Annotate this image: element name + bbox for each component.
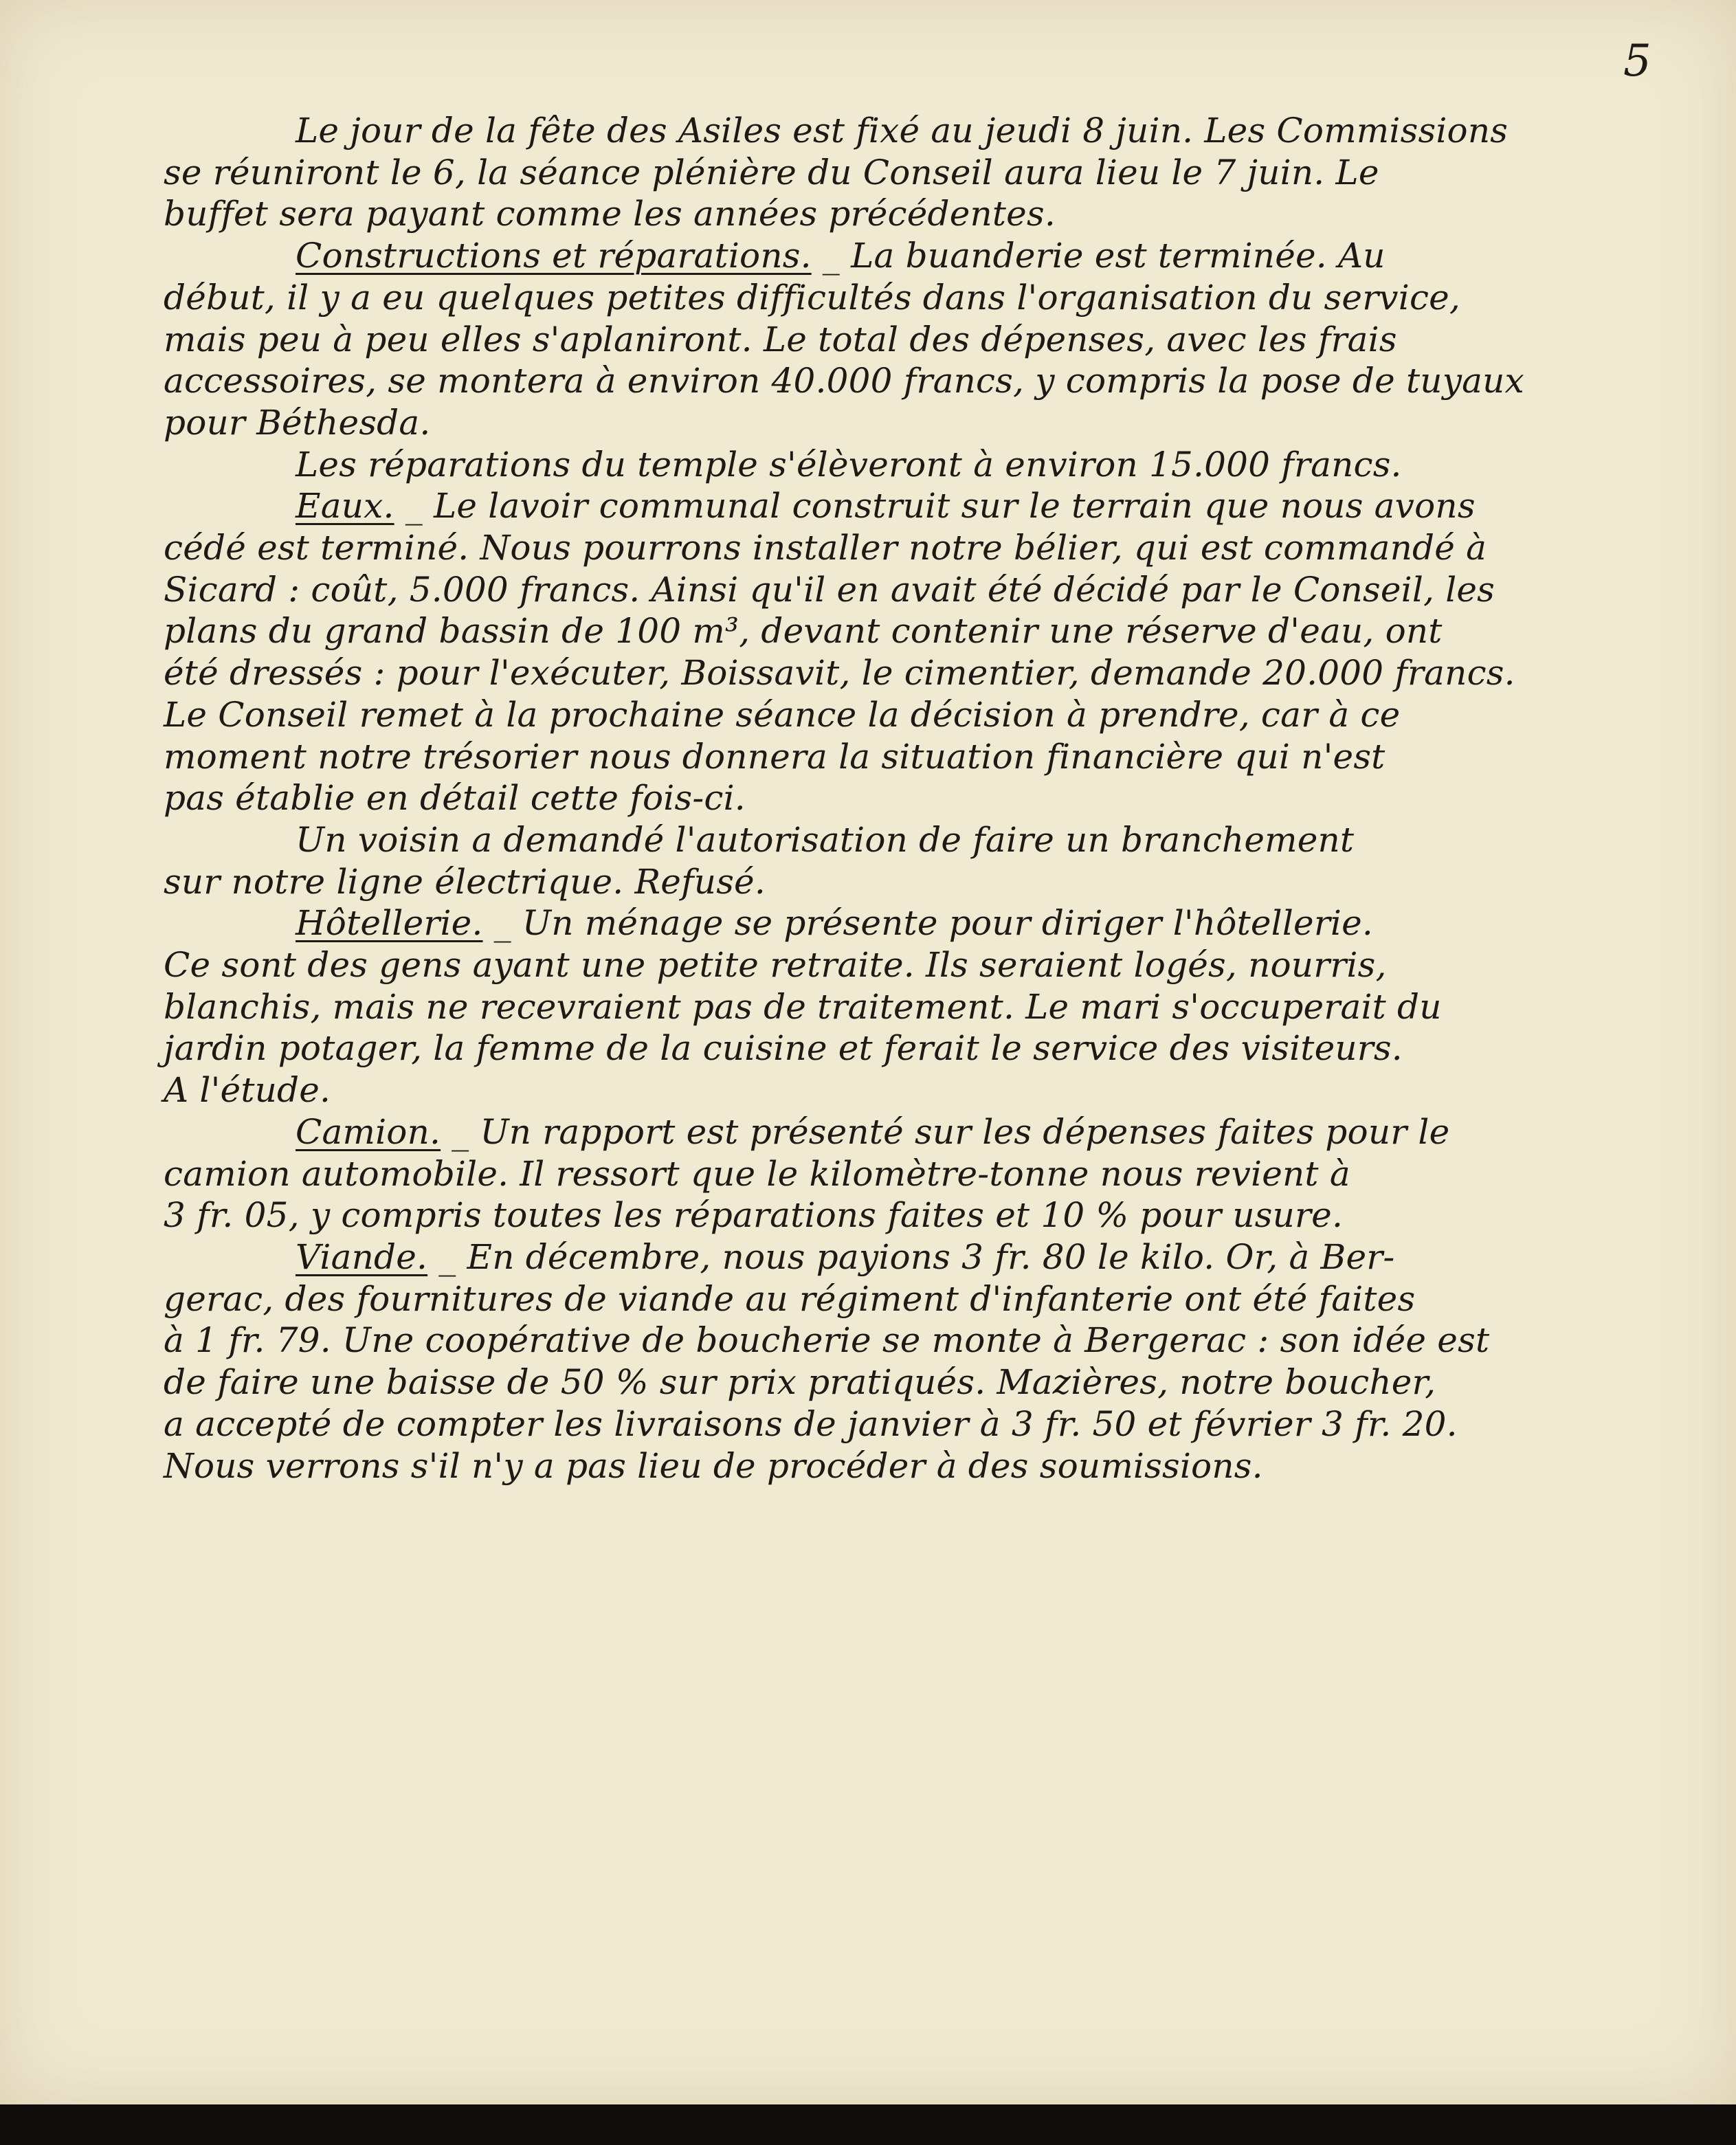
line-text: Ce sont des gens ayant une petite retraite. Ils seraient logés, nourris, xyxy=(164,945,1387,986)
scan-bottom-edge xyxy=(0,2104,1736,2145)
text-line xyxy=(164,444,1698,486)
text-line xyxy=(164,360,1698,402)
line-text: se réuniront le 6, la séance plénière du Conseil aura lieu le 7 juin. Le xyxy=(164,152,1379,192)
line-text: début, il y a eu quelques petites difficultés dans l'organisation du service, xyxy=(164,277,1461,318)
line-text: moment notre trésorier nous donnera la situation financière qui n'est xyxy=(164,736,1386,777)
text-line xyxy=(164,1069,1698,1111)
text-line xyxy=(164,1027,1698,1069)
line-text: à 1 fr. 79. Une coopérative de boucherie se monte à Bergerac : son idée est xyxy=(164,1320,1490,1361)
line-text: A l'étude. xyxy=(164,1070,331,1111)
section-heading: Eaux. xyxy=(296,486,394,526)
line-text: blanchis, mais ne recevraient pas de traitement. Le mari s'occuperait du xyxy=(164,986,1442,1027)
line-text: a accepté de compter les livraisons de janvier à 3 fr. 50 et février 3 fr. 20. xyxy=(164,1403,1458,1444)
text-line xyxy=(164,652,1698,694)
line-text: _ Un rapport est présenté sur les dépenses faites pour le xyxy=(441,1111,1450,1152)
text-line xyxy=(164,944,1698,986)
line-text: cédé est terminé. Nous pourrons installer notre bélier, qui est commandé à xyxy=(164,528,1487,568)
section-heading: Camion. xyxy=(296,1111,441,1152)
text-line xyxy=(164,152,1698,194)
section-heading: Constructions et réparations. xyxy=(296,236,812,276)
section-heading: Viande. xyxy=(296,1236,428,1277)
line-text: gerac, des fournitures de viande au régiment d'infanterie ont été faites xyxy=(164,1278,1416,1319)
text-line xyxy=(164,986,1698,1028)
line-text: 3 fr. 05, y compris toutes les réparations faites et 10 % pour usure. xyxy=(164,1195,1344,1236)
text-line xyxy=(164,1320,1698,1362)
line-text: Nous verrons s'il n'y a pas lieu de procéder à des soumissions. xyxy=(164,1445,1263,1486)
text-line xyxy=(164,402,1698,444)
line-text: _ En décembre, nous payions 3 fr. 80 le kilo. Or, à Ber- xyxy=(427,1236,1395,1277)
line-text: jardin potager, la femme de la cuisine et ferait le service des visiteurs. xyxy=(164,1028,1403,1069)
text-line xyxy=(164,610,1698,652)
text-line xyxy=(164,485,1698,527)
line-text: mais peu à peu elles s'aplaniront. Le total des dépenses, avec les frais xyxy=(164,319,1397,359)
line-text: de faire une baisse de 50 % sur prix pratiqués. Mazières, notre boucher, xyxy=(164,1362,1436,1403)
text-line xyxy=(164,1194,1698,1236)
line-text: pas établie en détail cette fois-ci. xyxy=(164,778,746,819)
line-text: _ Un ménage se présente pour diriger l'hôtellerie. xyxy=(482,903,1374,944)
text-line xyxy=(164,277,1698,319)
line-text: pour Béthesda. xyxy=(164,402,431,443)
text-line xyxy=(164,902,1698,944)
text-line xyxy=(164,819,1698,861)
line-text: sur notre ligne électrique. Refusé. xyxy=(164,861,766,902)
text-line xyxy=(164,319,1698,361)
line-text: plans du grand bassin de 100 m³, devant contenir une réserve d'eau, ont xyxy=(164,611,1443,652)
text-line xyxy=(164,1362,1698,1403)
text-line xyxy=(164,1153,1698,1195)
text-line xyxy=(164,1278,1698,1320)
line-text: buffet sera payant comme les années précédentes. xyxy=(164,194,1056,234)
text-line xyxy=(164,1111,1698,1153)
line-text: accessoires, se montera à environ 40.000 francs, y compris la pose de tuyaux xyxy=(164,361,1524,401)
text-line xyxy=(164,777,1698,819)
line-text: camion automobile. Il ressort que le kilomètre-tonne nous revient à xyxy=(164,1153,1350,1194)
text-line xyxy=(164,694,1698,736)
line-text: Sicard : coût, 5.000 francs. Ainsi qu'il en avait été décidé par le Conseil, les xyxy=(164,569,1495,610)
line-text: Les réparations du temple s'élèveront à environ 15.000 francs. xyxy=(296,444,1402,485)
section-heading: Hôtellerie. xyxy=(296,903,483,944)
text-line xyxy=(164,235,1698,277)
line-text: Le Conseil remet à la prochaine séance la décision à prendre, car à ce xyxy=(164,694,1401,735)
line-text: _ La buanderie est terminée. Au xyxy=(811,236,1386,276)
text-line xyxy=(164,1445,1698,1487)
text-line xyxy=(164,861,1698,903)
text-line xyxy=(164,193,1698,235)
handwritten-body xyxy=(164,110,1698,1487)
text-line xyxy=(164,1236,1698,1278)
text-line xyxy=(164,736,1698,778)
text-line xyxy=(164,569,1698,611)
line-text: _ Le lavoir communal construit sur le terrain que nous avons xyxy=(394,486,1476,526)
line-text: Un voisin a demandé l'autorisation de faire un branchement xyxy=(296,819,1355,860)
text-line xyxy=(164,527,1698,569)
line-text: été dressés : pour l'exécuter, Boissavit, le cimentier, demande 20.000 francs. xyxy=(164,653,1515,693)
page-number: 5 xyxy=(1623,36,1651,87)
text-line xyxy=(164,1403,1698,1445)
line-text: Le jour de la fête des Asiles est fixé au jeudi 8 juin. Les Commissions xyxy=(296,111,1509,151)
text-line xyxy=(164,110,1698,152)
